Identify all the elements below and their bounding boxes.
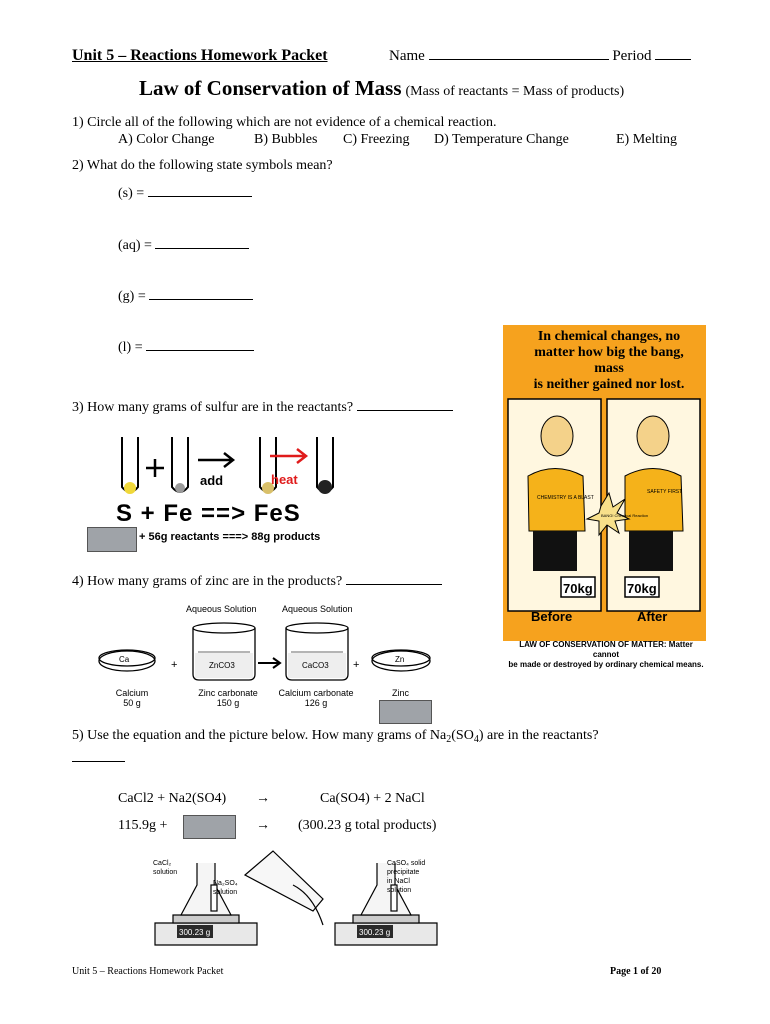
state-aqueous[interactable] (118, 238, 249, 254)
heat-label: heat (271, 472, 298, 487)
state-liquid-label: (l) = (118, 340, 143, 355)
sodium-sulfate-answer-box[interactable] (183, 815, 236, 839)
plus-sign (146, 459, 164, 477)
dish1-label: Ca (119, 655, 130, 664)
state-solid[interactable] (118, 186, 252, 202)
state-gas-label: (g) = (118, 289, 146, 304)
sulfur-iron-figure (112, 432, 352, 502)
q1-option-d[interactable]: D) Temperature Change (434, 132, 569, 147)
dish2-label: Zn (395, 655, 405, 664)
state-solid-label: (s) = (118, 186, 145, 201)
state-aqueous-label: (aq) = (118, 238, 152, 253)
bang-text: BANG! Chemical Reaction (601, 513, 649, 518)
q5-arrow-2: → (256, 818, 270, 833)
question-4-text: 4) How many grams of zinc are in the products? (72, 574, 343, 589)
scientist-head-after (637, 416, 669, 456)
sulfur-powder (124, 482, 136, 494)
beaker1-label: ZnCO3 (209, 661, 235, 670)
zinc-answer-box[interactable] (379, 700, 432, 724)
iron-powder (175, 483, 185, 493)
label-caso4-c: in NaCl (387, 878, 410, 885)
plus-2: + (353, 659, 360, 671)
sulfur-answer-box[interactable] (87, 527, 137, 552)
question-4 (72, 574, 442, 590)
shirt-text-after: SAFETY FIRST (647, 489, 683, 495)
plus-1: + (171, 659, 178, 671)
q5-arrow-1: → (256, 791, 270, 806)
name-field[interactable] (389, 48, 691, 65)
label-cacl2-b: solution (153, 869, 178, 876)
packet-title: Unit 5 – Reactions Homework Packet (72, 47, 328, 64)
page-heading (139, 76, 624, 101)
label-caso4-b: precipitate (387, 869, 420, 876)
conservation-poster (503, 325, 706, 641)
poster-caption: LAW OF CONSERVATION OF MATTER: Matter cannot be made or destroyed by ordinary chemical means. (508, 640, 704, 669)
q5-equation-right: Ca(SO4) + 2 NaCl (320, 791, 425, 806)
page-number: Page 1 of 20 (610, 966, 662, 977)
question-5: 5) Use the equation and the picture below. How many grams of $Na_2(SO_4)$ are in the reactants? (72, 728, 599, 745)
footer-title: Unit 5 – Reactions Homework Packet (72, 966, 224, 977)
name-label: Name (389, 48, 425, 64)
state-liquid[interactable] (118, 340, 254, 356)
shirt-text-before: CHEMISTRY IS A BLAST (537, 495, 594, 501)
q5-equation-left: CaCl2 + Na2(SO4) (118, 791, 227, 806)
question-5-answer-line[interactable] (72, 747, 125, 762)
heading-note: (Mass of reactants = Mass of products) (405, 84, 625, 99)
poster-headline: In chemical changes, no matter how big the bang, mass is neither gained nor lost. (533, 329, 685, 392)
label-na2so4-a: Na₂SO₄ (213, 880, 238, 887)
reaction-arrow (258, 658, 280, 668)
aqueous-label-2: Aqueous Solution (282, 604, 353, 614)
scale-right-value: 300.23 g (359, 928, 391, 937)
calcium-carbonate-label: Calcium carbonate 126 g (278, 688, 354, 708)
sulfur-masses: + 56g reactants ===> 88g products (139, 531, 321, 543)
label-caso4-a: CaSO₄ solid (387, 860, 426, 867)
label-na2so4-b: solution (213, 889, 238, 896)
scale-after-value: 70kg (627, 581, 657, 596)
question-3 (72, 400, 453, 416)
sulfur-equation: S + Fe ==> FeS (116, 500, 301, 527)
scientist-head-before (541, 416, 573, 456)
scale-before-value: 70kg (563, 581, 593, 596)
zinc-reaction-figure (95, 614, 440, 684)
zinc-label: Zinc (392, 688, 410, 698)
add-label: add (200, 473, 224, 488)
scientist-shirt-after (625, 469, 683, 532)
label-cacl2-a: CaCl₂ (153, 860, 172, 867)
scale-left-value: 300.23 g (179, 928, 211, 937)
heading-main: Law of Conservation of Mass (139, 76, 402, 100)
aqueous-label-1: Aqueous Solution (186, 604, 257, 614)
q1-option-b[interactable]: B) Bubbles (254, 132, 318, 147)
before-label: Before (531, 609, 573, 624)
question-1: 1) Circle all of the following which are not evidence of a chemical reaction. (72, 115, 497, 130)
after-label: After (637, 609, 668, 624)
q1-option-c[interactable]: C) Freezing (343, 132, 410, 147)
q5-mass-left: 115.9g + (118, 818, 168, 833)
add-arrow (198, 453, 233, 467)
poster-illustration (503, 381, 706, 639)
q1-option-a[interactable]: A) Color Change (118, 132, 215, 147)
flask-balance-figure (145, 845, 445, 955)
question-2: 2) What do the following state symbols mean? (72, 158, 333, 173)
calcium-label: Calcium 50 g (115, 688, 149, 708)
period-label: Period (612, 48, 652, 64)
question-3-text: 3) How many grams of sulfur are in the reactants? (72, 400, 354, 415)
zinc-carbonate-label: Zinc carbonate 150 g (198, 688, 258, 708)
state-gas[interactable] (118, 289, 253, 305)
iron-sulfide (318, 480, 332, 494)
beaker2-label: CaCO3 (302, 661, 329, 670)
label-caso4-d: solution (387, 887, 412, 894)
q1-option-e[interactable]: E) Melting (616, 132, 678, 147)
q5-mass-right: (300.23 g total products) (298, 818, 437, 833)
